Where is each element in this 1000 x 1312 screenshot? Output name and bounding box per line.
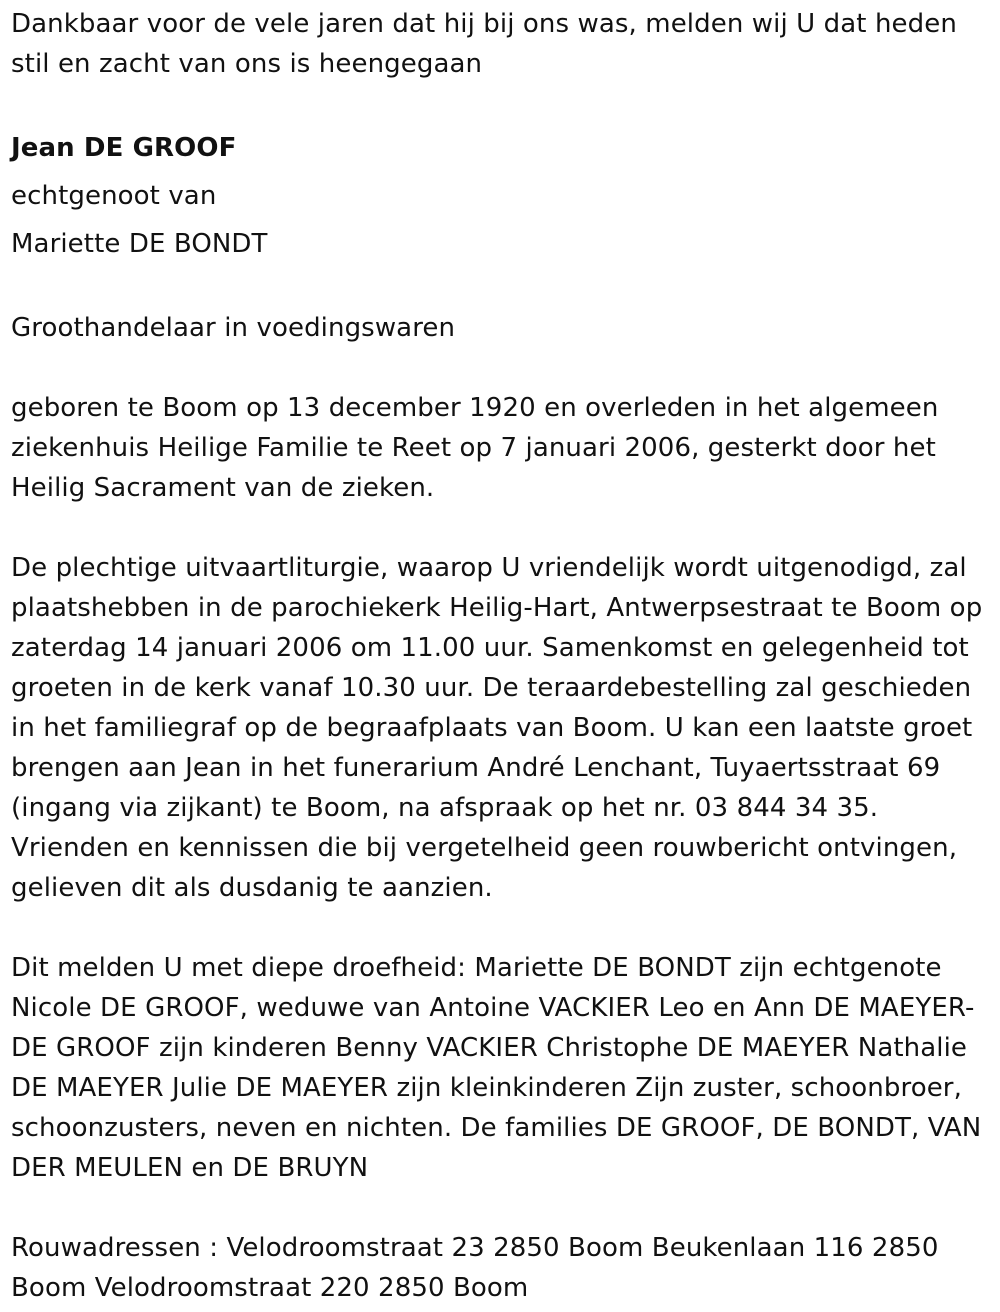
obituary-document [11, 4, 993, 1308]
occupation: Groothandelaar in voedingswaren [11, 313, 456, 343]
spacer [11, 348, 993, 388]
spacer [11, 268, 993, 308]
funeral-text: De plechtige uitvaartliturgie, waarop U vriendelijk wordt uitgenodigd, zal plaatshebben in de parochiekerk Heilig-Hart, Antwerpsestraat te Boom op zaterdag 14 januari 2006 om 11.00 uur. Samenkomst en gelegenheid tot groeten in de kerk vanaf 10.30 uur. De teraardebestelling zal geschieden in het familiegraf op de begraafplaats van Boom. U kan een laatste groet brengen aan Jean in het funerarium André Lenchant, Tuyaertsstraat 69 (ingang via zijkant) te Boom, na afspraak op het nr. 03 844 34 35. Vrienden en kennissen die bij vergetelheid geen rouwbericht ontvingen, gelieven dit als dusdanig te aanzien. [11, 553, 983, 903]
spouse-name: Mariette DE BONDT [11, 229, 268, 259]
family-text: Dit melden U met diepe droefheid: Mariette DE BONDT zijn echtgenote Nicole DE GROOF, weduwe van Antoine VACKIER Leo en Ann DE MAEYER-DE GROOF zijn kinderen Benny VACKIER Christophe DE MAEYER Nathalie DE MAEYER Julie DE MAEYER zijn kleinkinderen Zijn zuster, schoonbroer, schoonzusters, neven en nichten. De families DE GROOF, DE BONDT, VAN DER MEULEN en DE BRUYN [11, 953, 982, 1183]
spacer [11, 84, 993, 124]
birth-death-text: geboren te Boom op 13 december 1920 en overleden in het algemeen ziekenhuis Heilige Familie te Reet op 7 januari 2006, gesterkt door het Heilig Sacrament van de zieken. [11, 393, 939, 503]
spacer [11, 508, 993, 548]
addresses-text: Rouwadressen : Velodroomstraat 23 2850 Boom Beukenlaan 116 2850 Boom Velodroomstraat 220 2850 Boom [11, 1233, 939, 1303]
spacer [11, 1188, 993, 1228]
spouse-label: echtgenoot van [11, 181, 217, 211]
deceased-name: Jean DE GROOF [11, 133, 237, 163]
spacer [11, 908, 993, 948]
intro-text: Dankbaar voor de vele jaren dat hij bij ons was, melden wij U dat heden stil en zacht van ons is heengegaan [11, 9, 957, 79]
